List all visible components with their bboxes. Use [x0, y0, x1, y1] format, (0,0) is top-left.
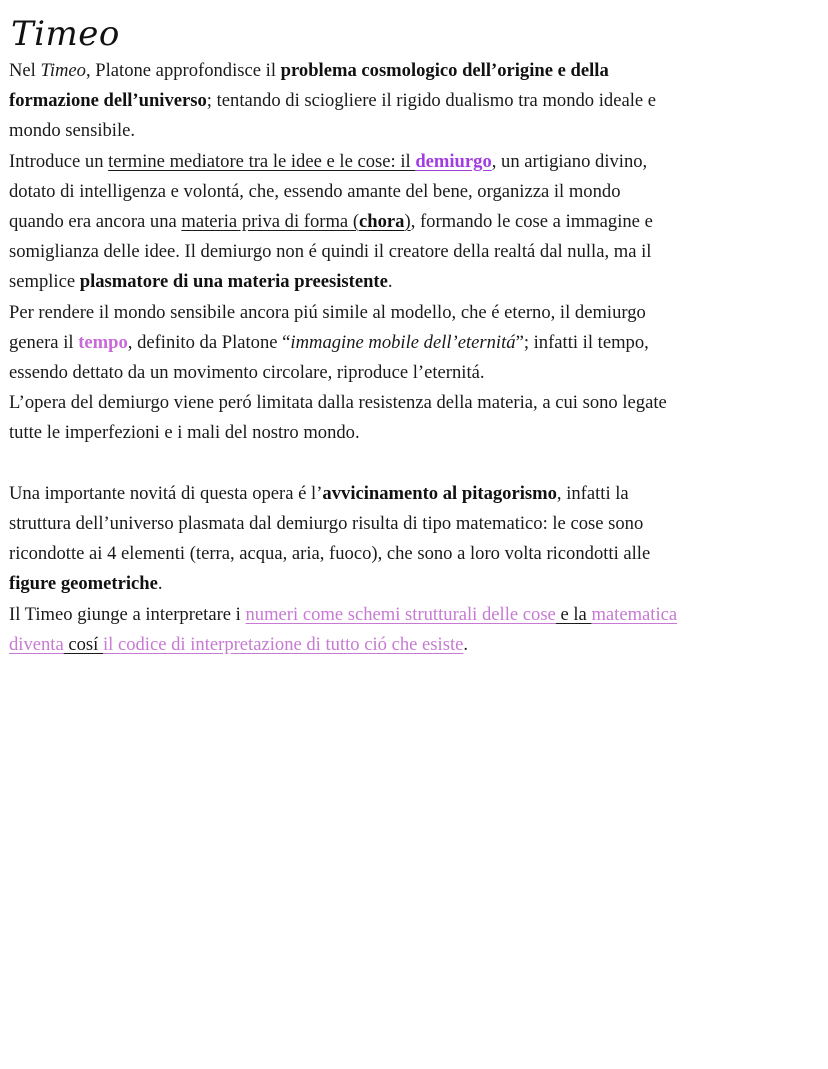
text-run: quando era ancora una	[9, 211, 182, 233]
bold-text: plasmatore di una materia preesistente	[79, 271, 388, 293]
text-run: , definito da Platone “	[127, 331, 291, 353]
text-run: Per rendere il mondo sensibile ancora piú simile al modello, che é eterno, il demiurgo	[9, 301, 646, 323]
paragraph-line	[9, 267, 821, 297]
highlight-demiurgo: demiurgo	[415, 150, 492, 172]
paragraph-line	[9, 207, 821, 237]
paragraph-line	[9, 630, 821, 660]
paragraph-line	[9, 358, 821, 388]
paragraph-line	[9, 600, 821, 630]
paragraph-line	[9, 237, 821, 267]
underlined-text: materia priva di forma (	[181, 211, 360, 233]
text-run: genera il	[9, 331, 79, 353]
paragraph-tempo	[9, 298, 821, 389]
text-run: somiglianza delle idee. Il demiurgo non é quindi il creatore della realtá dal nulla, ma il	[9, 241, 652, 263]
page-title: Timeo	[11, 14, 120, 54]
text-run: struttura dell’universo plasmata dal demiurgo risulta di tipo matematico: le cose sono	[9, 513, 644, 535]
text-run: , infatti la	[556, 482, 629, 504]
bold-text: problema cosmologico dell’origine e della	[280, 60, 609, 81]
text-run: semplice	[9, 271, 80, 293]
text-run: ; tentando di sciogliere il rigido dualismo tra mondo ideale e	[206, 90, 657, 112]
text-run: .	[157, 573, 163, 595]
paragraph-demiurgo	[9, 147, 821, 298]
paragraph-spacer	[9, 449, 821, 479]
text-run: , Platone approfondisce il	[85, 60, 281, 81]
text-run: essendo dettato da un movimento circolare, riproduce l’eternitá.	[9, 362, 485, 384]
text-run: mondo sensibile.	[9, 120, 136, 142]
underlined-text: e la	[555, 603, 592, 625]
highlight-codice: il codice di interpretazione di tutto ció che esiste	[102, 633, 464, 655]
highlight-tempo: tempo	[78, 331, 128, 353]
text-run: tutte le imperfezioni e i mali del nostro mondo.	[9, 422, 360, 444]
paragraph-line	[9, 418, 821, 448]
paragraph-line	[9, 479, 821, 509]
text-run: Il Timeo giunge a interpretare i	[9, 603, 246, 625]
paragraph-line	[9, 298, 821, 328]
text-run: .	[463, 633, 469, 655]
bold-text: formazione dell’universo	[9, 90, 207, 112]
text-run: , formando le cose a immagine e	[410, 211, 653, 233]
paragraph-pitagorismo	[9, 479, 821, 600]
highlight-diventa: diventa	[9, 633, 64, 655]
text-run: ”; infatti il tempo,	[515, 331, 649, 353]
paragraph-line	[9, 328, 821, 358]
italic-text: Timeo	[40, 60, 86, 81]
text-run: Una importante novitá di questa opera é l’	[9, 482, 323, 504]
text-run: Nel	[9, 60, 41, 81]
text-run: , un artigiano divino,	[491, 150, 648, 172]
highlight-matematica: matematica	[591, 603, 678, 625]
paragraph-line	[9, 116, 821, 146]
text-run: .	[387, 271, 393, 293]
italic-text: immagine mobile dell’eternitá	[290, 331, 516, 353]
text-run: ricondotte ai 4 elementi (terra, acqua, aria, fuoco), che sono a loro volta ricondotti alle	[9, 543, 651, 565]
bold-text: figure geometriche	[9, 573, 158, 595]
paragraph-line	[9, 56, 821, 86]
paragraph-intro	[9, 56, 821, 147]
paragraph-matematica	[9, 600, 821, 660]
underlined-text: termine mediatore tra le idee e le cose: il	[108, 150, 416, 172]
paragraph-line	[9, 86, 821, 116]
bold-underlined-text: chora	[359, 211, 405, 233]
paragraph-materia	[9, 388, 821, 448]
highlight-numeri: numeri come schemi strutturali delle cose	[245, 603, 556, 625]
text-run: Introduce un	[9, 150, 109, 172]
paragraph-line	[9, 388, 821, 418]
paragraph-line	[9, 147, 821, 177]
document-page	[9, 14, 821, 660]
text-run: dotato di intelligenza e volontá, che, essendo amante del bene, organizza il mondo	[9, 180, 621, 202]
paragraph-line	[9, 509, 821, 539]
paragraph-line	[9, 539, 821, 569]
paragraph-line	[9, 569, 821, 599]
bold-text: avvicinamento al pitagorismo	[322, 482, 557, 504]
paragraph-line	[9, 177, 821, 207]
underlined-text: )	[404, 211, 411, 233]
underlined-text: cosí	[63, 633, 103, 655]
text-run: L’opera del demiurgo viene peró limitata dalla resistenza della materia, a cui sono legate	[9, 392, 667, 414]
